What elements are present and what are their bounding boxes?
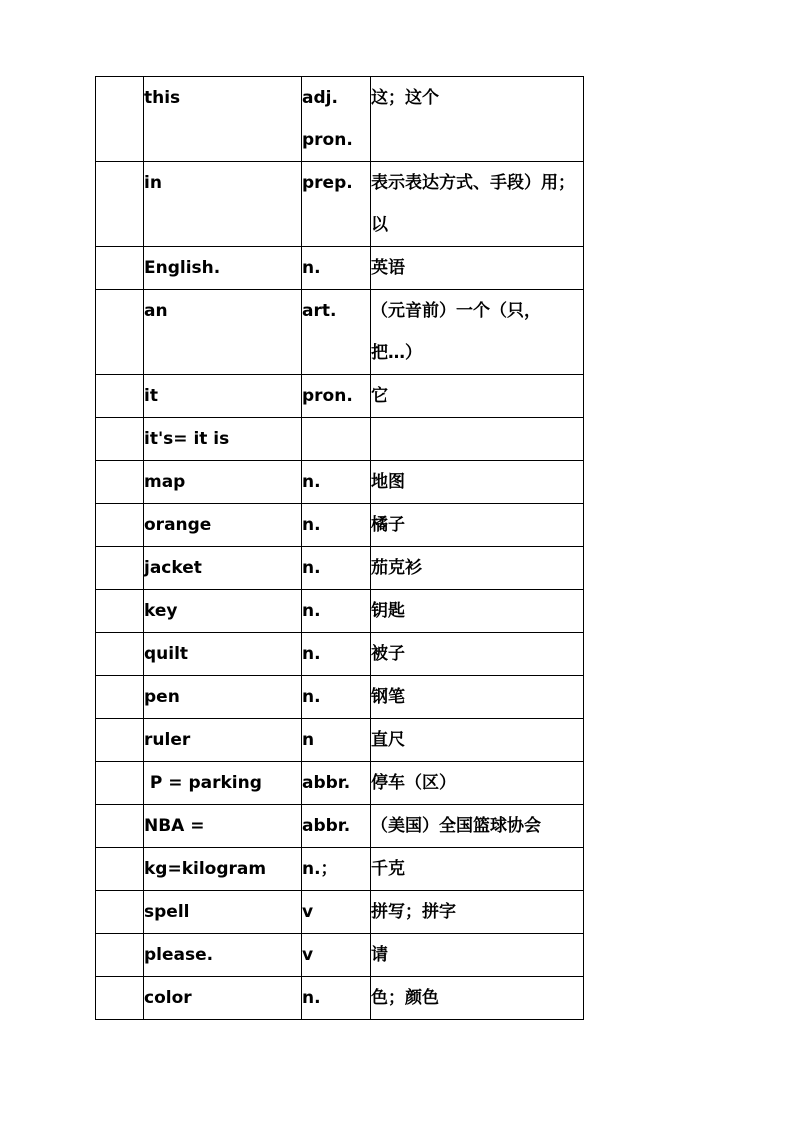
word-cell-text: pen: [144, 687, 180, 707]
row-number-cell: [96, 934, 144, 977]
word-cell-text: P = parking: [144, 773, 262, 793]
vocabulary-table: [95, 76, 584, 1020]
table-row: [96, 676, 584, 719]
meaning-cell: [371, 375, 584, 418]
meaning-cell-text: 这；这个: [371, 88, 439, 108]
meaning-cell: [371, 891, 584, 934]
meaning-cell: [371, 633, 584, 676]
part-of-speech-cell-text: v: [302, 902, 314, 922]
meaning-cell: [371, 77, 584, 162]
part-of-speech-cell: [302, 891, 371, 934]
word-cell: [144, 719, 302, 762]
word-cell-text: English.: [144, 258, 221, 278]
table-row: [96, 461, 584, 504]
part-of-speech-cell: [302, 590, 371, 633]
part-of-speech-cell-text: n.: [302, 515, 321, 535]
word-cell-text: jacket: [144, 558, 202, 578]
meaning-cell: [371, 162, 584, 247]
word-cell: [144, 805, 302, 848]
part-of-speech-cell: [302, 375, 371, 418]
meaning-cell-text: 被子: [371, 644, 405, 664]
row-number-cell: [96, 77, 144, 162]
meaning-cell: [371, 848, 584, 891]
row-number-cell: [96, 418, 144, 461]
meaning-cell: [371, 977, 584, 1020]
meaning-cell-text: 茄克衫: [371, 558, 422, 578]
table-row: [96, 762, 584, 805]
word-cell: [144, 547, 302, 590]
meaning-cell: [371, 504, 584, 547]
word-cell-text: key: [144, 601, 178, 621]
meaning-cell: [371, 762, 584, 805]
table-row: [96, 77, 584, 162]
part-of-speech-cell: [302, 162, 371, 247]
part-of-speech-cell: [302, 848, 371, 891]
meaning-cell-text: 它: [371, 386, 388, 406]
part-of-speech-cell-text: n.；: [302, 859, 338, 879]
row-number-cell: [96, 977, 144, 1020]
part-of-speech-cell-text: prep.: [302, 173, 353, 193]
meaning-cell-text: 色；颜色: [371, 988, 439, 1008]
table-row: [96, 934, 584, 977]
table-row: [96, 547, 584, 590]
row-number-cell: [96, 633, 144, 676]
word-cell: [144, 162, 302, 247]
part-of-speech-cell: [302, 247, 371, 290]
word-cell: [144, 504, 302, 547]
row-number-cell: [96, 461, 144, 504]
word-cell: [144, 418, 302, 461]
meaning-cell: [371, 461, 584, 504]
meaning-cell-text: （元音前）一个（只，把…）: [371, 301, 541, 363]
row-number-cell: [96, 504, 144, 547]
row-number-cell: [96, 162, 144, 247]
word-cell-text: an: [144, 301, 168, 321]
part-of-speech-cell-text: abbr.: [302, 816, 351, 836]
part-of-speech-cell-text: adj. pron.: [302, 88, 353, 150]
word-cell-text: please.: [144, 945, 214, 965]
meaning-cell: [371, 719, 584, 762]
word-cell: [144, 934, 302, 977]
word-cell-text: spell: [144, 902, 190, 922]
meaning-cell: [371, 418, 584, 461]
table-row: [96, 805, 584, 848]
part-of-speech-cell-text: abbr.: [302, 773, 351, 793]
table-row: [96, 719, 584, 762]
meaning-cell: [371, 547, 584, 590]
table-row: [96, 247, 584, 290]
word-cell: [144, 762, 302, 805]
table-row: [96, 162, 584, 247]
part-of-speech-cell: [302, 676, 371, 719]
word-cell: [144, 977, 302, 1020]
word-cell: [144, 891, 302, 934]
word-cell-text: this: [144, 88, 181, 108]
word-cell-text: ruler: [144, 730, 191, 750]
part-of-speech-cell: [302, 934, 371, 977]
word-cell: [144, 375, 302, 418]
meaning-cell: [371, 290, 584, 375]
row-number-cell: [96, 676, 144, 719]
row-number-cell: [96, 805, 144, 848]
word-cell: [144, 590, 302, 633]
meaning-cell-text: 千克: [371, 859, 405, 879]
part-of-speech-cell: [302, 77, 371, 162]
table-row: [96, 590, 584, 633]
part-of-speech-cell-text: v: [302, 945, 314, 965]
meaning-cell: [371, 590, 584, 633]
meaning-cell-text: 直尺: [371, 730, 405, 750]
part-of-speech-cell: [302, 633, 371, 676]
table-row: [96, 418, 584, 461]
vocabulary-table-body: [96, 77, 584, 1020]
table-row: [96, 290, 584, 375]
part-of-speech-cell-text: n.: [302, 988, 321, 1008]
part-of-speech-cell: [302, 418, 371, 461]
meaning-cell-text: （美国）全国篮球协会: [371, 816, 541, 836]
word-cell-text: it's= it is: [144, 429, 230, 449]
part-of-speech-cell: [302, 762, 371, 805]
meaning-cell-text: 英语: [371, 258, 405, 278]
part-of-speech-cell: [302, 504, 371, 547]
table-row: [96, 504, 584, 547]
word-cell: [144, 461, 302, 504]
row-number-cell: [96, 891, 144, 934]
word-cell: [144, 633, 302, 676]
word-cell: [144, 676, 302, 719]
word-cell: [144, 247, 302, 290]
word-cell: [144, 290, 302, 375]
word-cell: [144, 77, 302, 162]
meaning-cell: [371, 676, 584, 719]
word-cell-text: in: [144, 173, 162, 193]
meaning-cell-text: 表示表达方式、手段）用；以: [371, 173, 575, 235]
word-cell: [144, 848, 302, 891]
part-of-speech-cell-text: n.: [302, 687, 321, 707]
part-of-speech-cell: [302, 719, 371, 762]
part-of-speech-cell: [302, 805, 371, 848]
table-row: [96, 848, 584, 891]
row-number-cell: [96, 719, 144, 762]
meaning-cell: [371, 934, 584, 977]
table-row: [96, 375, 584, 418]
part-of-speech-cell-text: pron.: [302, 386, 353, 406]
table-row: [96, 891, 584, 934]
part-of-speech-cell-text: n.: [302, 258, 321, 278]
part-of-speech-cell-text: n.: [302, 558, 321, 578]
word-cell-text: NBA =: [144, 816, 205, 836]
word-cell-text: quilt: [144, 644, 189, 664]
part-of-speech-cell-text: n: [302, 730, 315, 750]
row-number-cell: [96, 762, 144, 805]
meaning-cell-text: 拼写；拼字: [371, 902, 456, 922]
meaning-cell: [371, 247, 584, 290]
table-row: [96, 977, 584, 1020]
meaning-cell-text: 请: [371, 945, 388, 965]
row-number-cell: [96, 547, 144, 590]
meaning-cell-text: 钢笔: [371, 687, 405, 707]
part-of-speech-cell: [302, 977, 371, 1020]
word-cell-text: map: [144, 472, 186, 492]
row-number-cell: [96, 247, 144, 290]
row-number-cell: [96, 848, 144, 891]
meaning-cell-text: 钥匙: [371, 601, 405, 621]
meaning-cell-text: 橘子: [371, 515, 405, 535]
part-of-speech-cell: [302, 290, 371, 375]
word-cell-text: orange: [144, 515, 212, 535]
meaning-cell-text: 停车（区）: [371, 773, 456, 793]
part-of-speech-cell-text: n.: [302, 644, 321, 664]
row-number-cell: [96, 590, 144, 633]
word-cell-text: kg=kilogram: [144, 859, 267, 879]
word-cell-text: color: [144, 988, 192, 1008]
part-of-speech-cell-text: n.: [302, 601, 321, 621]
part-of-speech-cell-text: art.: [302, 301, 337, 321]
part-of-speech-cell: [302, 461, 371, 504]
row-number-cell: [96, 290, 144, 375]
part-of-speech-cell: [302, 547, 371, 590]
table-row: [96, 633, 584, 676]
part-of-speech-cell-text: n.: [302, 472, 321, 492]
meaning-cell-text: 地图: [371, 472, 405, 492]
word-cell-text: it: [144, 386, 158, 406]
row-number-cell: [96, 375, 144, 418]
meaning-cell: [371, 805, 584, 848]
